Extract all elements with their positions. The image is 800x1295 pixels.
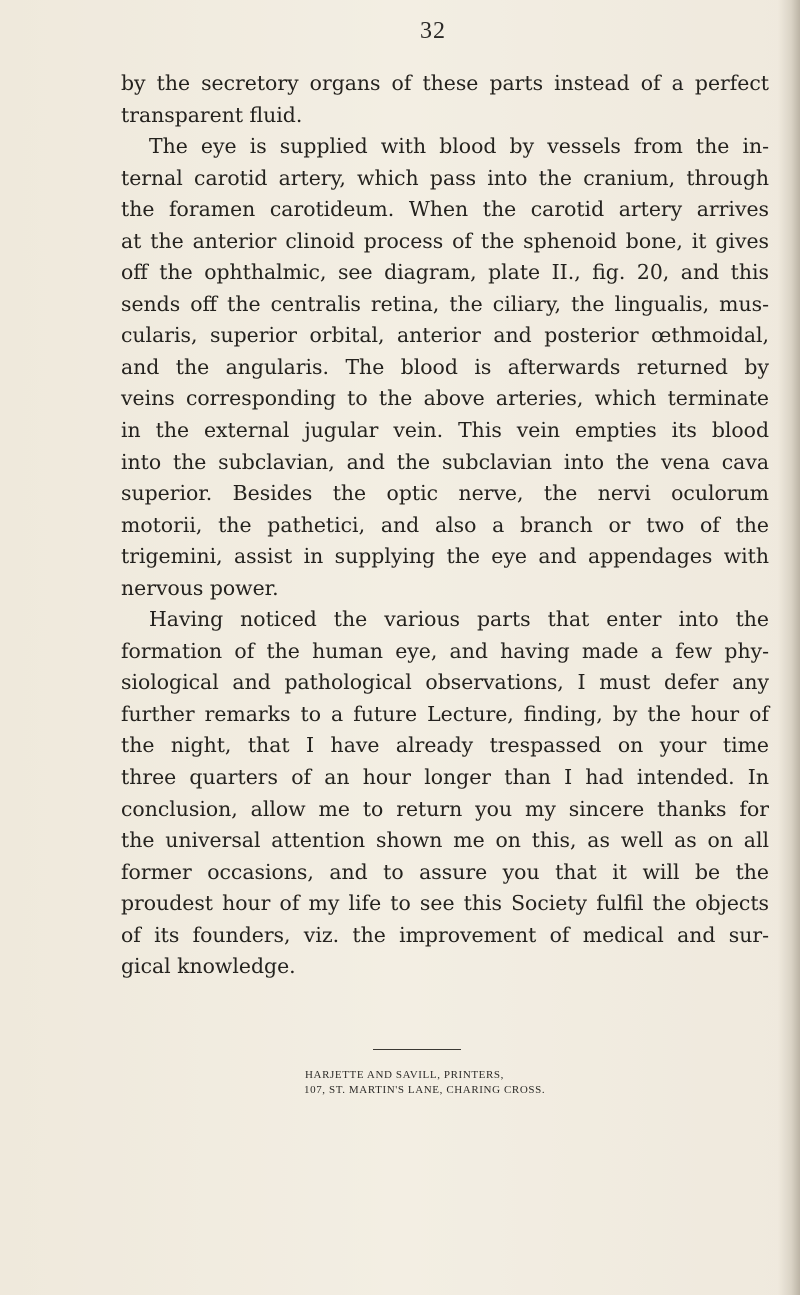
text-line: sends off the centralis retina, the ciliary, the lingualis, mus- (121, 291, 769, 316)
text-line: the foramen carotideum. When the carotid artery arrives (121, 197, 769, 222)
page-edge-shadow (778, 0, 800, 1295)
text-line: former occasions, and to assure you that it will be the (121, 859, 769, 884)
text-line: at the anterior clinoid process of the sphenoid bone, it gives (121, 228, 769, 253)
text-line: ternal carotid artery, which pass into the cranium, through (121, 165, 769, 190)
text-line: cularis, superior orbital, anterior and posterior œthmoidal, (121, 323, 769, 348)
printer-imprint (305, 1068, 545, 1098)
text-line: veins corresponding to the above arteries, which terminate (121, 386, 769, 411)
text-line: motorii, the pathetici, and also a branch or two of the (121, 512, 769, 537)
text-line: proudest hour of my life to see this Society fulfil the objects (121, 891, 769, 916)
text-line: the universal attention shown me on this, as well as on all (121, 828, 769, 853)
text-line: formation of the human eye, and having made a few phy- (121, 638, 769, 663)
text-line: by the secretory organs of these parts instead of a perfect (121, 71, 769, 95)
text-line: three quarters of an hour longer than I had intended. In (121, 765, 769, 790)
imprint-line-1: HARJETTE AND SAVILL, PRINTERS, (305, 1069, 505, 1081)
text-line: gical knowledge. (121, 954, 296, 979)
text-line: off the ophthalmic, see diagram, plate II., fig. 20, and this (121, 260, 769, 285)
text-line: transparent fluid. (121, 102, 303, 127)
text-line: the night, that I have already trespassed on your time (121, 733, 769, 758)
text-line: trigemini, assist in supplying the eye and appendages with (121, 544, 769, 569)
text-line: superior. Besides the optic nerve, the nervi oculorum (121, 481, 769, 506)
imprint-line-2: 107, ST. MARTIN'S LANE, CHARING CROSS. (304, 1084, 546, 1096)
text-line: conclusion, allow me to return you my sincere thanks for (121, 796, 769, 821)
text-line: Having noticed the various parts that enter into the (149, 607, 769, 632)
text-line: nervous power. (121, 575, 279, 600)
text-line: The eye is supplied with blood by vessels from the in- (149, 134, 769, 159)
imprint-rule (373, 1049, 461, 1050)
text-line: and the angularis. The blood is afterwards returned by (121, 354, 769, 379)
text-line: in the external jugular vein. This vein empties its blood (121, 418, 769, 443)
text-line: of its founders, viz. the improvement of medical and sur- (121, 922, 769, 947)
text-line: siological and pathological observations, I must defer any (121, 670, 769, 695)
text-line: further remarks to a future Lecture, finding, by the hour of (121, 701, 769, 726)
body-text (121, 68, 769, 983)
page-number: 32 (420, 18, 446, 44)
text-line: into the subclavian, and the subclavian into the vena cava (121, 449, 769, 474)
